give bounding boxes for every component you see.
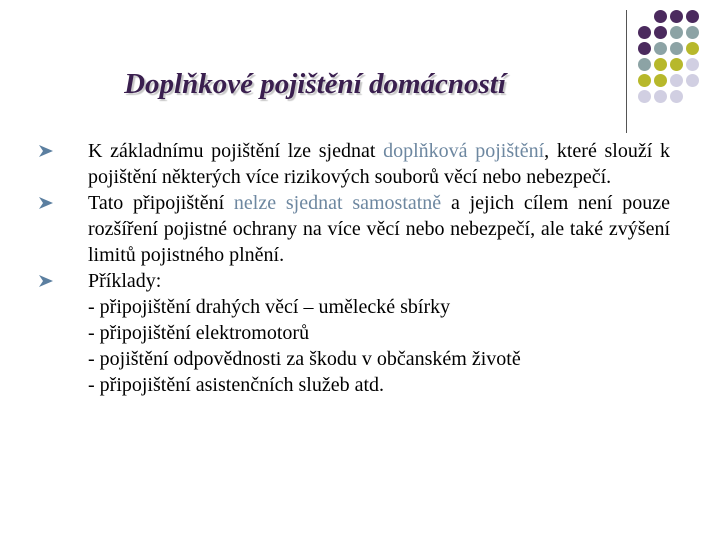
- dot: [670, 74, 683, 87]
- arrow-bullet-icon: [38, 144, 54, 158]
- dot: [670, 42, 683, 55]
- dot: [670, 26, 683, 39]
- decorative-dot-grid: [638, 10, 702, 106]
- dot: [686, 10, 699, 23]
- dot: [638, 58, 651, 71]
- list-item: - pojištění odpovědnosti za škodu v občanském životě: [88, 348, 521, 370]
- list-item: - připojištění elektromotorů: [88, 322, 310, 344]
- list-item: - připojištění asistenčních služeb atd.: [88, 374, 385, 396]
- bullet-paragraph: [88, 190, 670, 268]
- dot: [686, 42, 699, 55]
- bullet-text: a jejich cílem není pouze rozšíření pojistné ochrany na více věcí nebo nebezpečí, ale také zvýšení limitů pojistného plnění.: [88, 192, 670, 266]
- dot: [686, 58, 699, 71]
- bullet-paragraph: [88, 268, 670, 398]
- dot: [654, 58, 667, 71]
- dot: [638, 42, 651, 55]
- dot: [654, 42, 667, 55]
- arrow-bullet-icon: [38, 274, 54, 288]
- dot: [686, 74, 699, 87]
- dot: [654, 74, 667, 87]
- dot: [654, 26, 667, 39]
- dot: [686, 26, 699, 39]
- dot: [654, 90, 667, 103]
- examples-heading: Příklady:: [88, 270, 162, 292]
- list-item: - připojištění drahých věcí – umělecké sbírky: [88, 296, 451, 318]
- dot: [638, 90, 651, 103]
- dot: [654, 10, 667, 23]
- highlighted-term: doplňková pojištění: [383, 140, 545, 162]
- slide-title: Doplňkové pojištění domácností: [124, 68, 506, 100]
- highlighted-term: nelze sjednat samostatně: [233, 192, 442, 214]
- dot: [670, 10, 683, 23]
- dot: [638, 26, 651, 39]
- dot: [670, 58, 683, 71]
- decorative-divider: [626, 10, 627, 133]
- bullet-text: , které slouží k pojištění některých více rizikových souborů věcí nebo nebezpečí.: [88, 140, 670, 188]
- bullet-text: Tato připojištění: [88, 192, 234, 214]
- bullet-paragraph: [88, 138, 670, 190]
- dot: [638, 74, 651, 87]
- arrow-bullet-icon: [38, 196, 54, 210]
- slide-body: [88, 138, 670, 398]
- dot: [670, 90, 683, 103]
- bullet-text: K základnímu pojištění lze sjednat: [88, 140, 384, 162]
